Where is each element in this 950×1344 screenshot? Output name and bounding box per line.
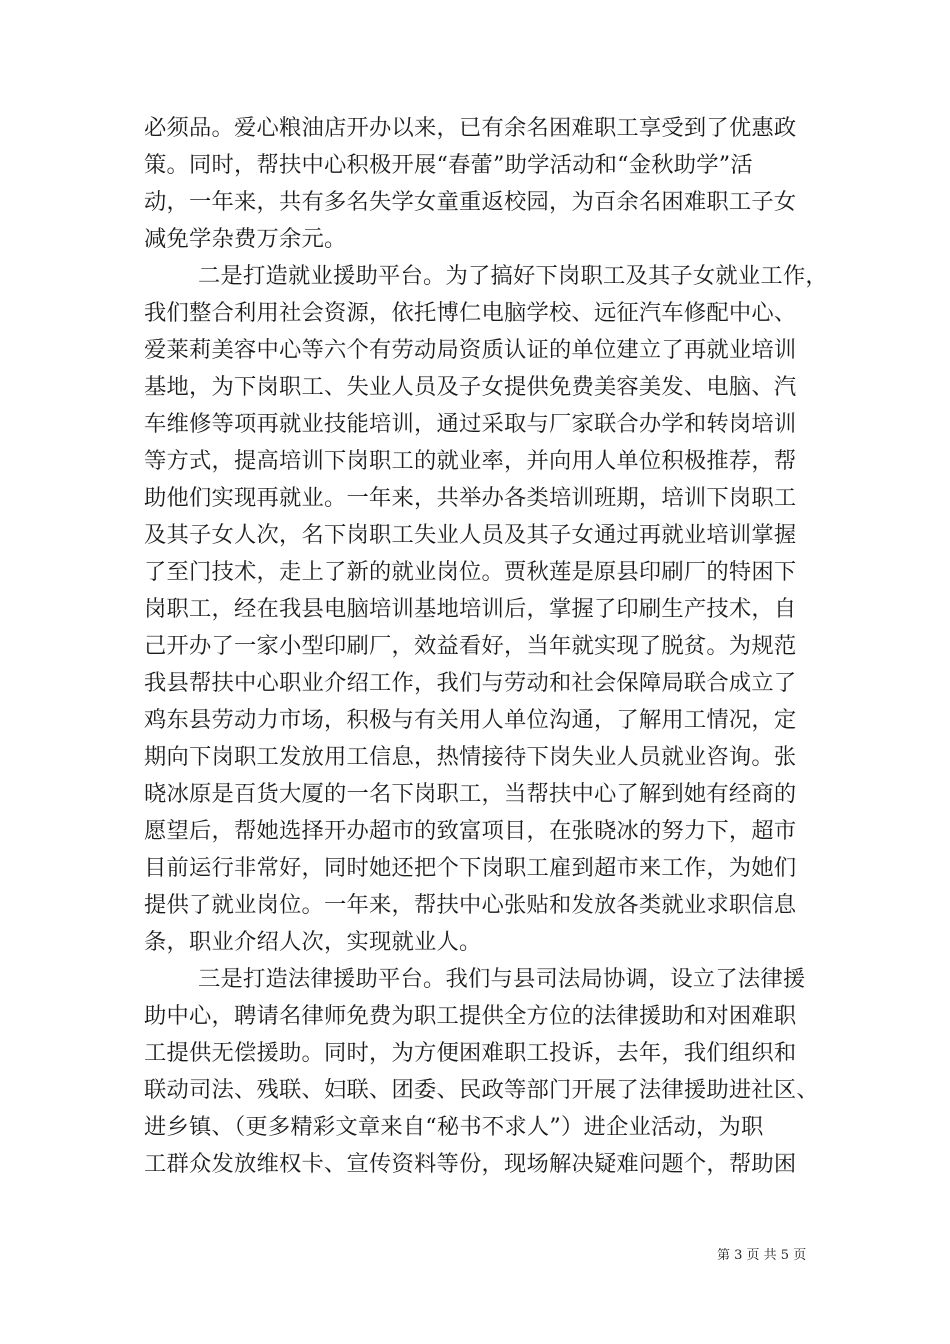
text-line: 工群众发放维权卡、宣传资料等份，现场解决疑难问题个，帮助困 (144, 1151, 797, 1177)
text-line: 提供了就业岗位。一年来，帮扶中心张贴和发放各类就业求职信息 (144, 892, 797, 918)
text-line: 爱莱莉美容中心等六个有劳动局资质认证的单位建立了再就业培训 (144, 337, 797, 363)
text-line: 助中心，聘请名律师免费为职工提供全方位的法律援助和对困难职 (144, 1003, 797, 1029)
text-line: 动，一年来，共有多名失学女童重返校园，为百余名困难职工子女 (144, 189, 797, 215)
text-line: 期向下岗职工发放用工信息，热情接待下岗失业人员就业咨询。张 (144, 744, 797, 770)
text-line: 我县帮扶中心职业介绍工作，我们与劳动和社会保障局联合成立了 (144, 670, 797, 696)
text-line: 等方式，提高培训下岗职工的就业率，并向用人单位积极推荐，帮 (144, 448, 797, 474)
paragraph-start-line: 三是打造法律援助平台。我们与县司法局协调，设立了法律援 (198, 966, 806, 992)
text-line: 策。同时，帮扶中心积极开展“春蕾”助学活动和“金秋助学”活 (144, 152, 753, 178)
text-line: 目前运行非常好，同时她还把个下岗职工雇到超市来工作，为她们 (144, 855, 797, 881)
text-line: 工提供无偿援助。同时，为方便困难职工投诉，去年，我们组织和 (144, 1040, 797, 1066)
text-line: 鸡东县劳动力市场，积极与有关用人单位沟通，了解用工情况，定 (144, 707, 797, 733)
text-line: 我们整合利用社会资源，依托博仁电脑学校、远征汽车修配中心、 (144, 300, 797, 326)
text-line: 基地，为下岗职工、失业人员及子女提供免费美容美发、电脑、汽 (144, 374, 797, 400)
body-text (144, 110, 828, 1183)
text-line: 必须品。爱心粮油店开办以来，已有余名困难职工享受到了优惠政 (144, 115, 797, 141)
text-line: 及其子女人次，名下岗职工失业人员及其子女通过再就业培训掌握 (144, 522, 797, 548)
text-line: 了至门技术，走上了新的就业岗位。贾秋莲是原县印刷厂的特困下 (144, 559, 797, 585)
text-line: 己开办了一家小型印刷厂，效益看好，当年就实现了脱贫。为规范 (144, 633, 797, 659)
text-line: 晓冰原是百货大厦的一名下岗职工，当帮扶中心了解到她有经商的 (144, 781, 797, 807)
text-line: 联动司法、残联、妇联、团委、民政等部门开展了法律援助进社区、 (144, 1077, 819, 1103)
page-number-footer: 第 3 页 共 5 页 (717, 1248, 807, 1263)
text-line: 减免学杂费万余元。 (144, 226, 347, 252)
text-line: 条，职业介绍人次，实现就业人。 (144, 929, 482, 955)
text-line: 进乡镇、（更多精彩文章来自“秘书不求人”）进企业活动，为职 (144, 1114, 764, 1140)
paragraph-start-line: 二是打造就业援助平台。为了搞好下岗职工及其子女就业工作， (198, 263, 828, 289)
text-line: 助他们实现再就业。一年来，共举办各类培训班期，培训下岗职工 (144, 485, 797, 511)
text-line: 愿望后，帮她选择开办超市的致富项目，在张晓冰的努力下，超市 (144, 818, 797, 844)
text-line: 车维修等项再就业技能培训，通过采取与厂家联合办学和转岗培训 (144, 411, 797, 437)
text-line: 岗职工，经在我县电脑培训基地培训后，掌握了印刷生产技术，自 (144, 596, 797, 622)
